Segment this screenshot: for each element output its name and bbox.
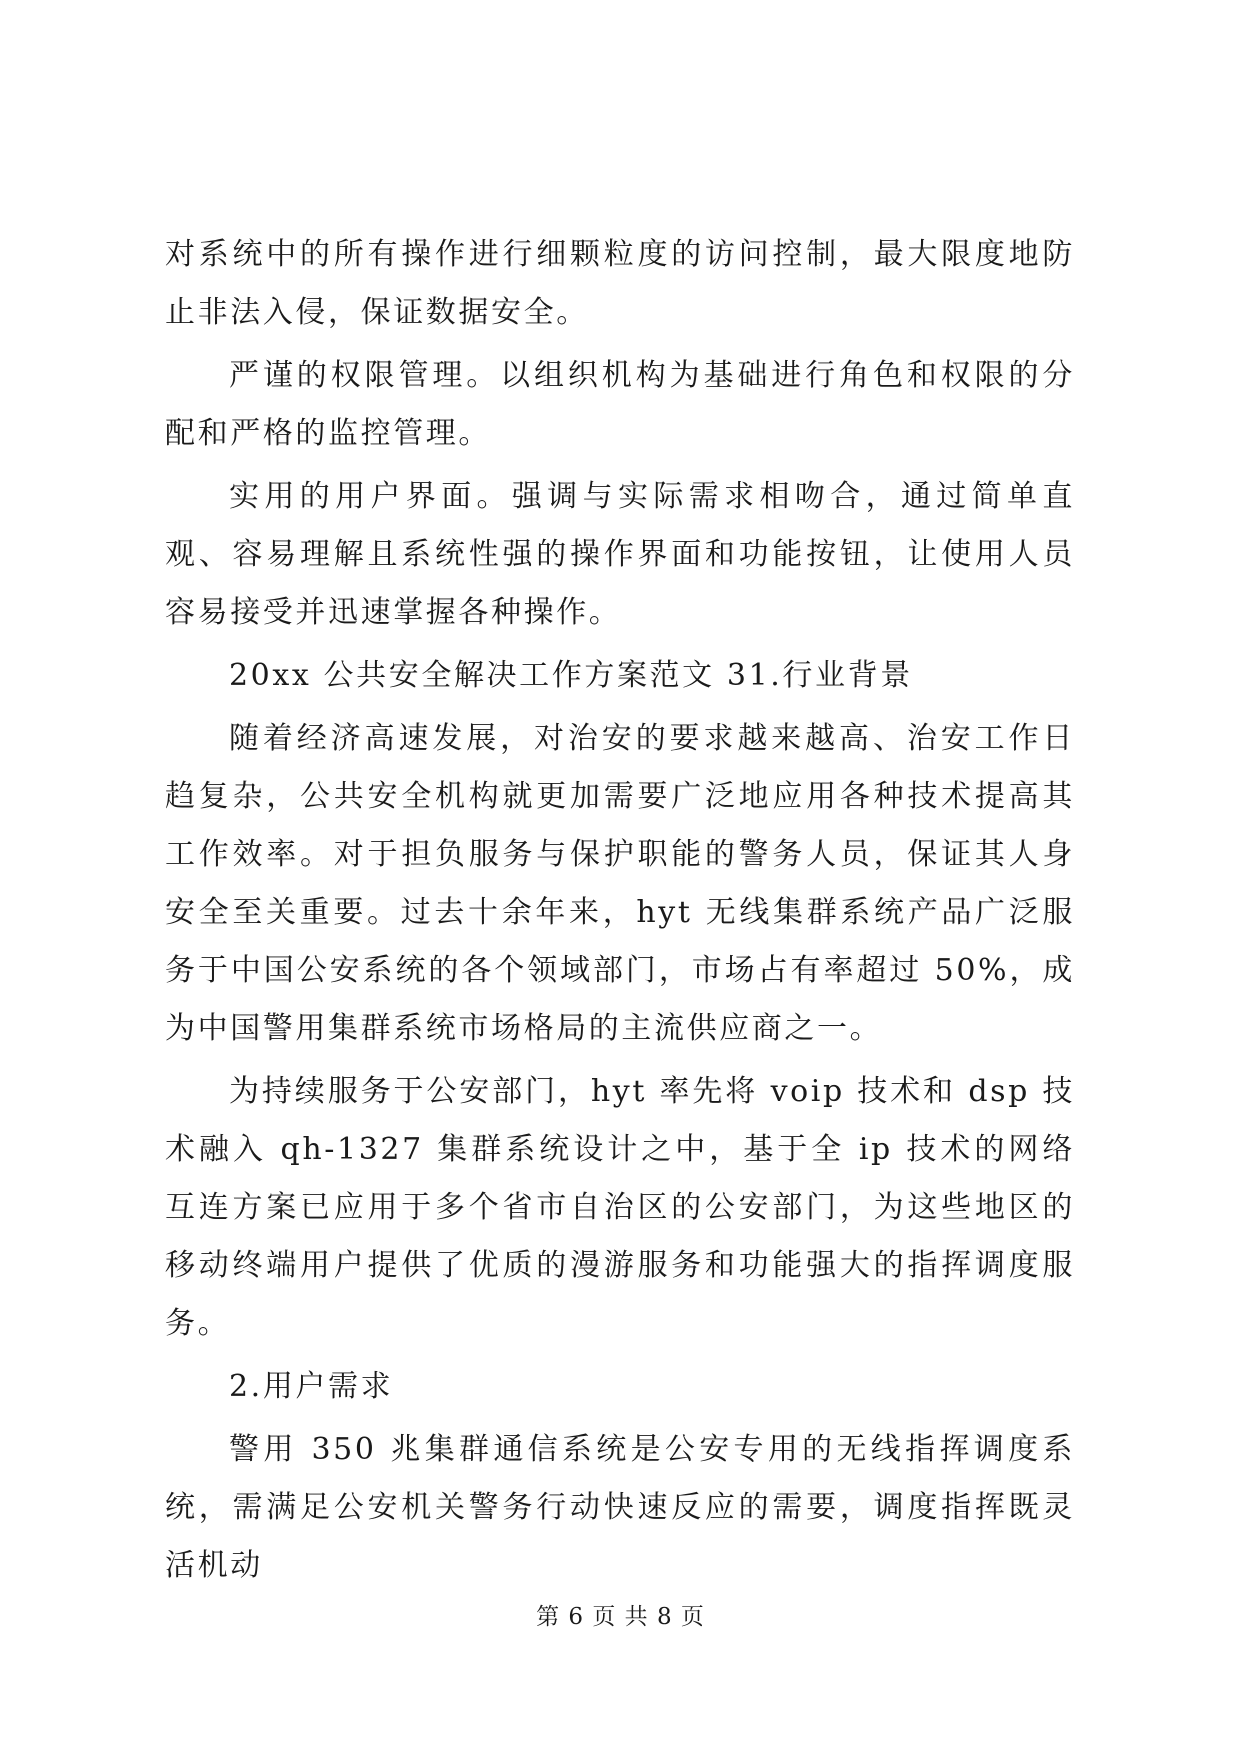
paragraph-350m-trunking: 警用 350 兆集群通信系统是公安专用的无线指挥调度系统，需满足公安机关警务行动快速反应的需要，调度指挥既灵活机动 <box>165 1432 1075 1583</box>
paragraph-permission-management: 严谨的权限管理。以组织机构为基础进行角色和权限的分配和严格的监控管理。 <box>165 358 1075 451</box>
paragraph-user-interface: 实用的用户界面。强调与实际需求相吻合，通过简单直观、容易理解且系统性强的操作界面和功能按钮，让使用人员容易接受并迅速掌握各种操作。 <box>165 479 1075 630</box>
section-heading-industry-background: 20xx 公共安全解决工作方案范文 31.行业背景 <box>229 658 913 693</box>
section-heading-user-requirements: 2.用户需求 <box>229 1369 394 1404</box>
page-number-footer: 第 6 页 共 8 页 <box>536 1604 705 1630</box>
body-text <box>165 226 1075 1595</box>
paragraph-economic-development: 随着经济高速发展，对治安的要求越来越高、治安工作日趋复杂，公共安全机构就更加需要广泛地应用各种技术提高其工作效率。对于担负服务与保护职能的警务人员，保证其人身安全至关重要。过去十余年来，hyt 无线集群系统产品广泛服务于中国公安系统的各个领域部门，市场占有率超过 50%，成为中国警用集群系统市场格局的主流供应商之一。 <box>165 721 1075 1046</box>
paragraph-access-control: 对系统中的所有操作进行细颗粒度的访问控制，最大限度地防止非法入侵，保证数据安全。 <box>165 237 1075 330</box>
paragraph-hyt-voip: 为持续服务于公安部门，hyt 率先将 voip 技术和 dsp 技术融入 qh-1327 集群系统设计之中，基于全 ip 技术的网络互连方案已应用于多个省市自治区的公安部门，为这些地区的移动终端用户提供了优质的漫游服务和功能强大的指挥调度服务。 <box>165 1074 1075 1341</box>
